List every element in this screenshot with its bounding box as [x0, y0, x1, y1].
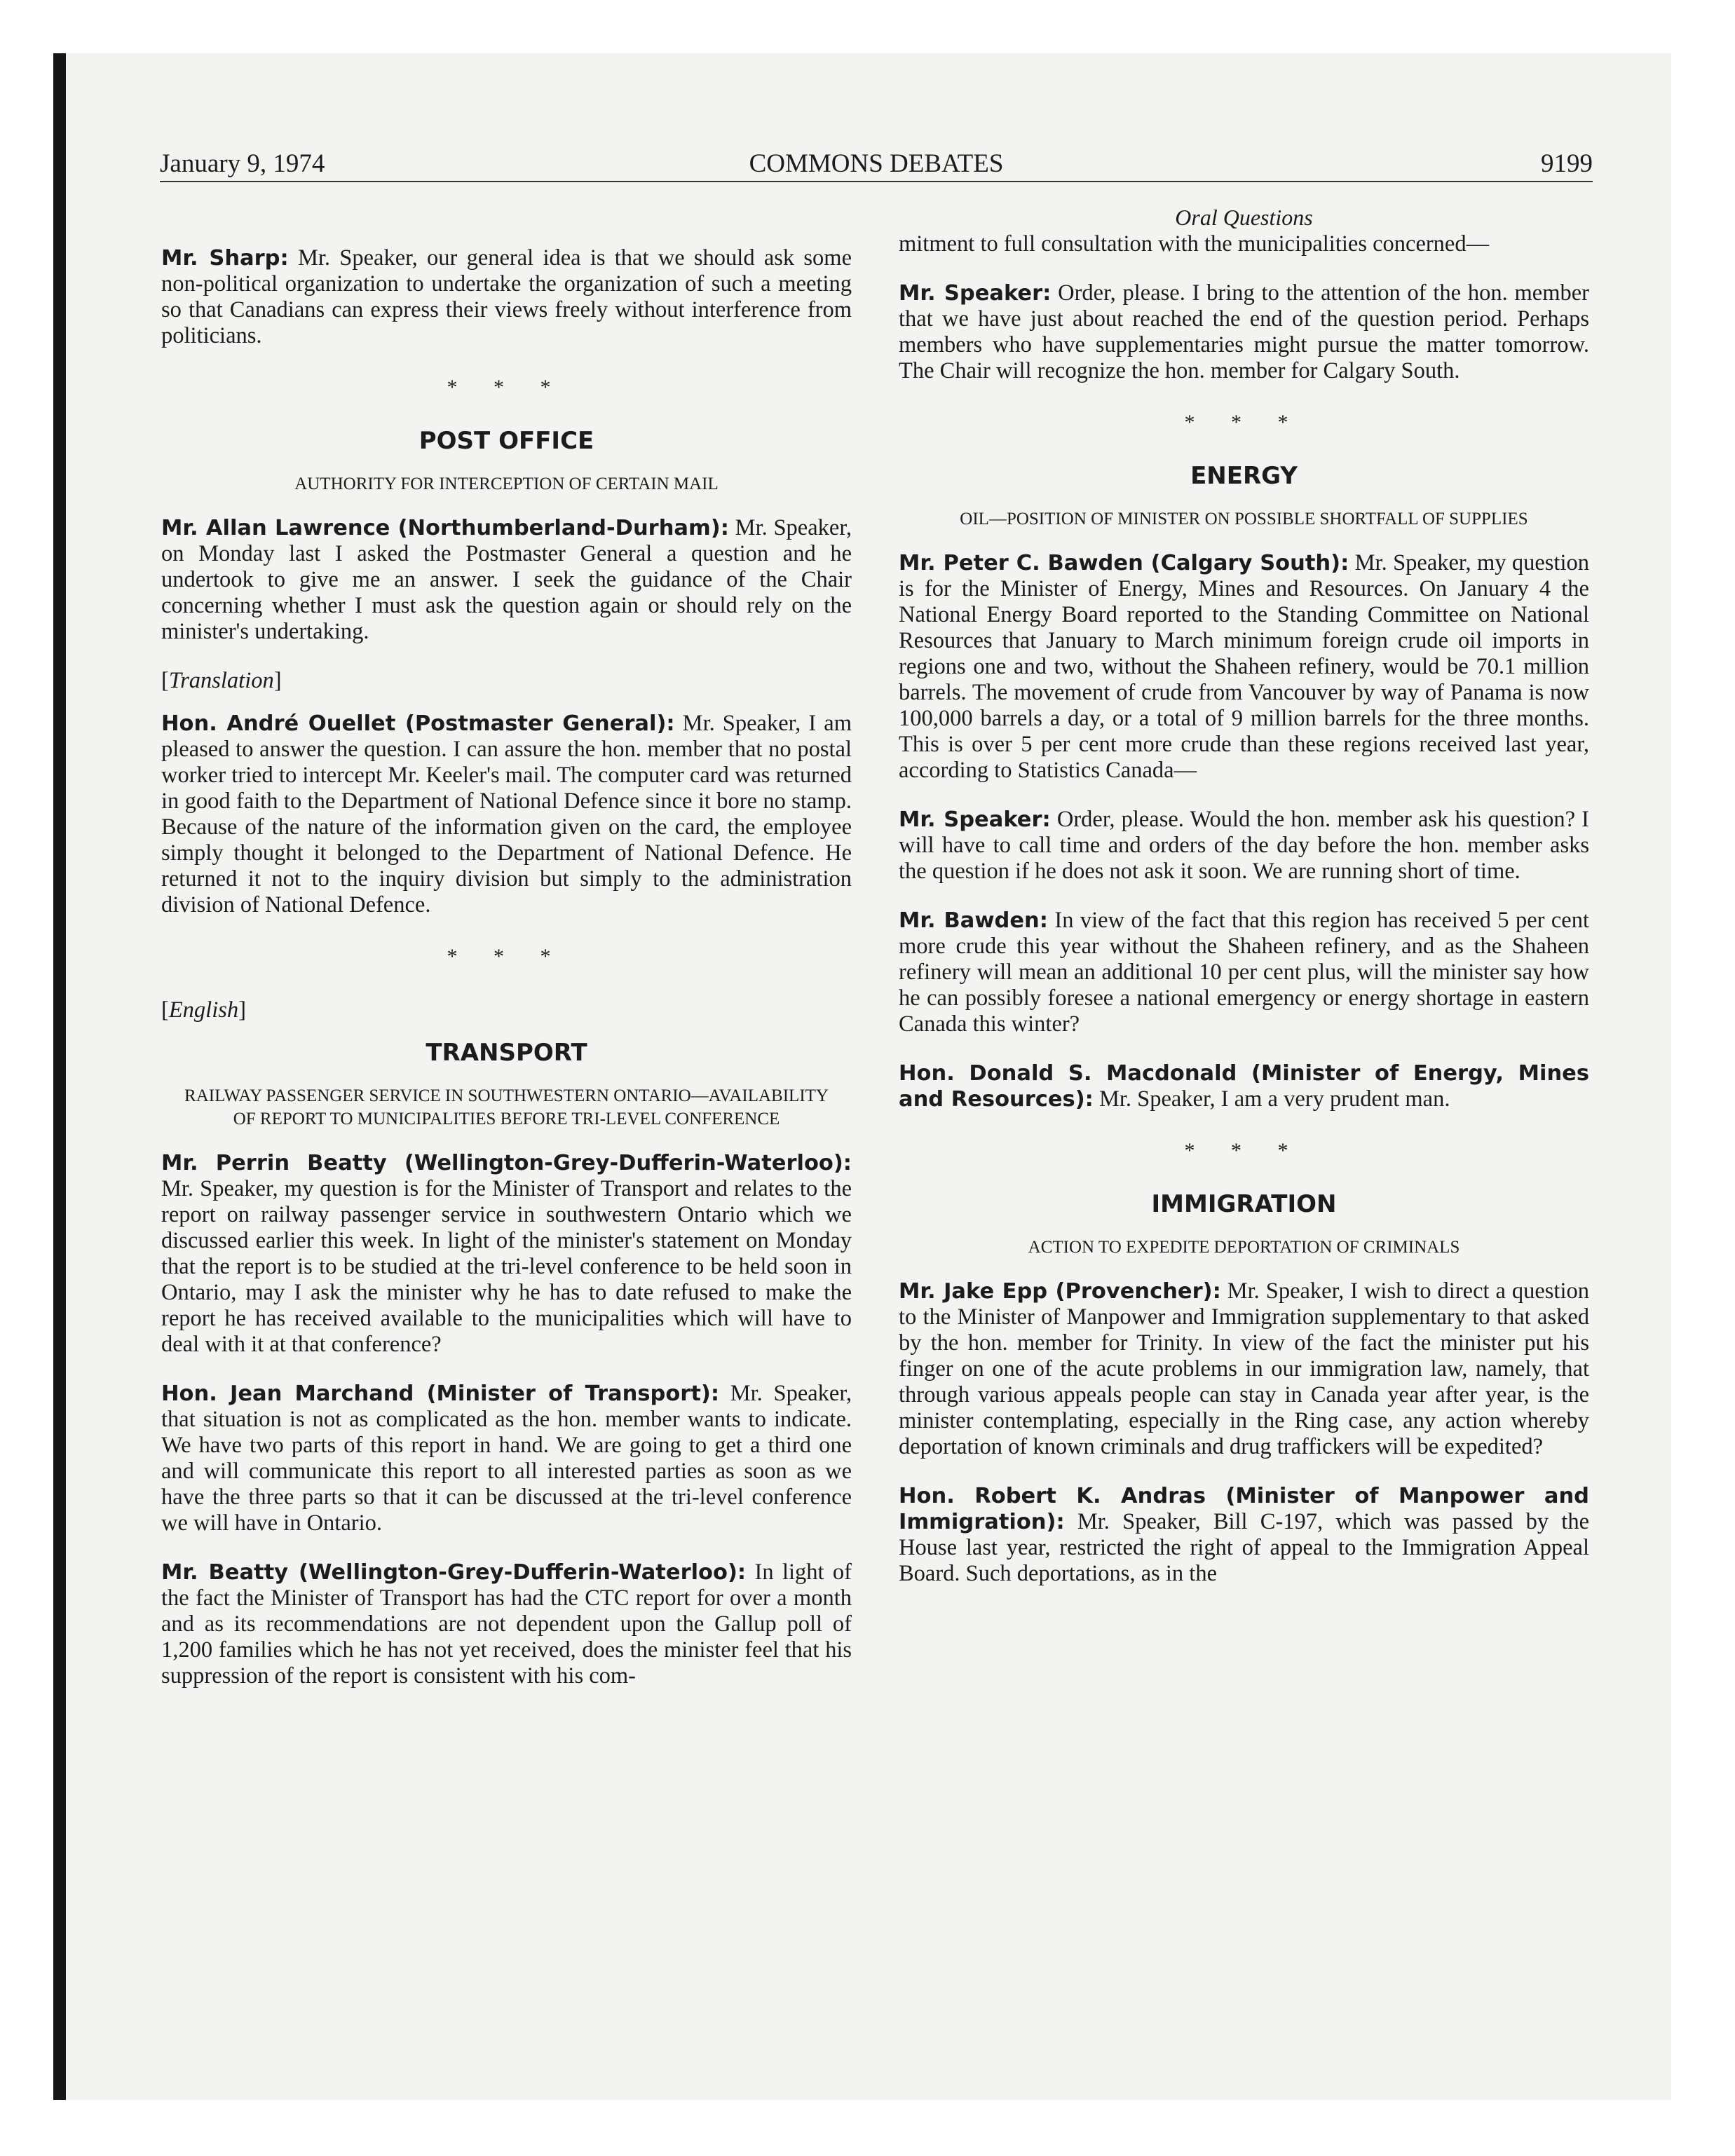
- speaker-name: Mr. Perrin Beatty (Wellington-Grey-Dufferin-Waterloo):: [161, 1151, 852, 1175]
- subsection-heading: ACTION TO EXPEDITE DEPORTATION OF CRIMINALS: [1028, 1238, 1460, 1257]
- speech-text: Order, please. Would the hon. member ask his question? I will have to call time and orders of the day before the hon. member asks the question if he does not ask it soon. We are running short of time.: [899, 807, 1589, 884]
- speech-beatty: [161, 1150, 852, 1358]
- speech-bawden: [899, 550, 1589, 784]
- speech-bawden-2: [899, 908, 1589, 1037]
- speaker-name: Hon. Robert K. Andras (Minister of Manpower and Immigration):: [899, 1484, 1589, 1534]
- speech-speaker: [899, 280, 1589, 384]
- speaker-name: Mr. Bawden:: [899, 908, 1048, 933]
- speech-andras: [899, 1483, 1589, 1587]
- speech-lawrence: [161, 515, 852, 645]
- speech-text: Order, please. I bring to the attention of the hon. member that we have just about reached the end of the question period. Perhaps members who have supplementaries might pursue the matter tomorrow. The Chair will recognize the hon. member for Calgary South.: [899, 280, 1589, 383]
- subsection-heading: AUTHORITY FOR INTERCEPTION OF CERTAIN MAIL: [294, 475, 719, 493]
- speech-text: mitment to full consultation with the municipalities concerned—: [899, 231, 1490, 257]
- speaker-name: Mr. Jake Epp (Provencher):: [899, 1279, 1221, 1304]
- header-rule: [160, 181, 1593, 182]
- subsection-heading: RAILWAY PASSENGER SERVICE IN SOUTHWESTERN ONTARIO—AVAILABILITY OF REPORT TO MUNICIPALITIES BEFORE TRI-LEVEL CONFERENCE: [184, 1086, 829, 1128]
- speech-text: In view of the fact that this region has received 5 per cent more crude this year without the Shaheen refinery, and as the Shaheen refinery will mean an additional 10 per cent plus, will the minister say how he can possibly foresee a national emergency or energy shortage in eastern Canada this winter?: [899, 908, 1589, 1037]
- speech-beatty-2: [161, 1560, 852, 1689]
- speaker-name: Mr. Beatty (Wellington-Grey-Dufferin-Waterloo):: [161, 1560, 747, 1585]
- section-separator: * * *: [1184, 1139, 1304, 1162]
- speech-sharp: [161, 245, 852, 349]
- section-heading-energy: ENERGY: [1190, 462, 1298, 490]
- speaker-name: Mr. Speaker:: [899, 807, 1051, 832]
- speech-text: Mr. Speaker, I am pleased to answer the question. I can assure the hon. member that no postal worker tried to intercept Mr. Keeler's mail. The computer card was returned in good faith to the Department of National Defence since it bore no stamp. Because of the nature of the information given on the card, the employee simply thought it belonged to the Department of National Defence. He returned it not to the inquiry division but simply to the administration division of National Defence.: [161, 711, 852, 917]
- speech-text: In light of the fact the Minister of Transport has had the CTC report for over a month and as its recommendations are not dependent upon the Gallup poll of 1,200 families which he has not yet received, does the minister feel that his suppression of the report is consistent with his com-: [161, 1560, 852, 1688]
- speech-marchand: [161, 1381, 852, 1536]
- language-tag-english: [English]: [161, 997, 246, 1023]
- speaker-name: Mr. Speaker:: [899, 281, 1052, 306]
- speech-ouellet: [161, 711, 852, 918]
- speech-text: Mr. Speaker, I am a very prudent man.: [1093, 1086, 1450, 1112]
- speech-text: Mr. Speaker, on Monday last I asked the Postmaster General a question and he undertook to give me an answer. I seek the guidance of the Chair concerning whether I must ask the question again or should rely on the minister's undertaking.: [161, 515, 852, 644]
- language-tag-translation: [Translation]: [161, 668, 282, 693]
- header-title: COMMONS DEBATES: [749, 149, 1004, 178]
- speech-epp: [899, 1278, 1589, 1460]
- speech-continuation: [899, 231, 1589, 257]
- right-column: [899, 203, 1589, 1610]
- page-header: [160, 149, 1593, 182]
- speech-macdonald: [899, 1060, 1589, 1112]
- speaker-name: Mr. Allan Lawrence (Northumberland-Durham):: [161, 516, 729, 540]
- scan-edge: [53, 53, 66, 2100]
- section-heading-transport: TRANSPORT: [426, 1039, 587, 1067]
- speaker-name: Mr. Sharp:: [161, 246, 289, 271]
- speech-text: Mr. Speaker, Bill C-197, which was passed by the House last year, restricted the right of appeal to the Immigration Appeal Board. Such deportations, as in the: [899, 1509, 1589, 1586]
- speech-text: Mr. Speaker, my question is for the Minister of Energy, Mines and Resources. On January 4 the National Energy Board reported to the Standing Committee on National Resources that January to March minimum foreign crude oil imports in regions one and two, without the Shaheen refinery, would be 70.1 million barrels. The movement of crude from Vancouver by way of Panama is now 100,000 barrels a day, or a total of 9 million barrels for the three months. This is over 5 per cent more crude than these regions received last year, according to Statistics Canada—: [899, 550, 1589, 783]
- speech-text: Mr. Speaker, our general idea is that we should ask some non-political organization to undertake the organization of such a meeting so that Canadians can express their views freely without interference from politicians.: [161, 245, 852, 348]
- speaker-name: Mr. Peter C. Bawden (Calgary South):: [899, 551, 1349, 575]
- left-column: [161, 203, 852, 1712]
- speech-text: Mr. Speaker, that situation is not as complicated as the hon. member wants to indicate. We have two parts of this report in hand. We are going to get a third one and will communicate this report to all interested parties as soon as we have the three parts so that it can be discussed at the tri-level conference we will have in Ontario.: [161, 1381, 852, 1536]
- section-heading-post-office: POST OFFICE: [419, 427, 594, 455]
- speaker-name: Hon. Donald S. Macdonald (Minister of Energy, Mines and Resources):: [899, 1061, 1589, 1112]
- section-separator: * * *: [447, 945, 566, 968]
- section-separator: * * *: [447, 376, 566, 399]
- speaker-name: Hon. André Ouellet (Postmaster General):: [161, 711, 675, 736]
- header-date: January 9, 1974: [160, 149, 325, 178]
- speech-text: Mr. Speaker, my question is for the Minister of Transport and relates to the report on railway passenger service in southwestern Ontario which we discussed earlier this week. In light of the minister's statement on Monday that the report is to be studied at the tri-level conference to be held soon in Ontario, may I ask the minister why he has to date refused to make the report he has received available to the municipalities which will have to deal with it at that conference?: [161, 1176, 852, 1357]
- running-head: Oral Questions: [1175, 205, 1313, 230]
- section-heading-immigration: IMMIGRATION: [1151, 1190, 1337, 1218]
- section-separator: * * *: [1184, 411, 1304, 434]
- speech-text: Mr. Speaker, I wish to direct a question to the Minister of Manpower and Immigration supplementary to that asked by the hon. member for Trinity. In view of the fact the minister put his finger on one of the acute problems in our immigration law, namely, that through various appeals people can stay in Canada year after year, is the minister contemplating, especially in the Ring case, any action whereby deportation of known criminals and drug traffickers will be expedited?: [899, 1278, 1589, 1459]
- header-page-number: 9199: [1541, 149, 1593, 178]
- speaker-name: Hon. Jean Marchand (Minister of Transport):: [161, 1381, 720, 1406]
- speech-speaker-2: [899, 807, 1589, 885]
- subsection-heading: OIL—POSITION OF MINISTER ON POSSIBLE SHORTFALL OF SUPPLIES: [960, 510, 1528, 528]
